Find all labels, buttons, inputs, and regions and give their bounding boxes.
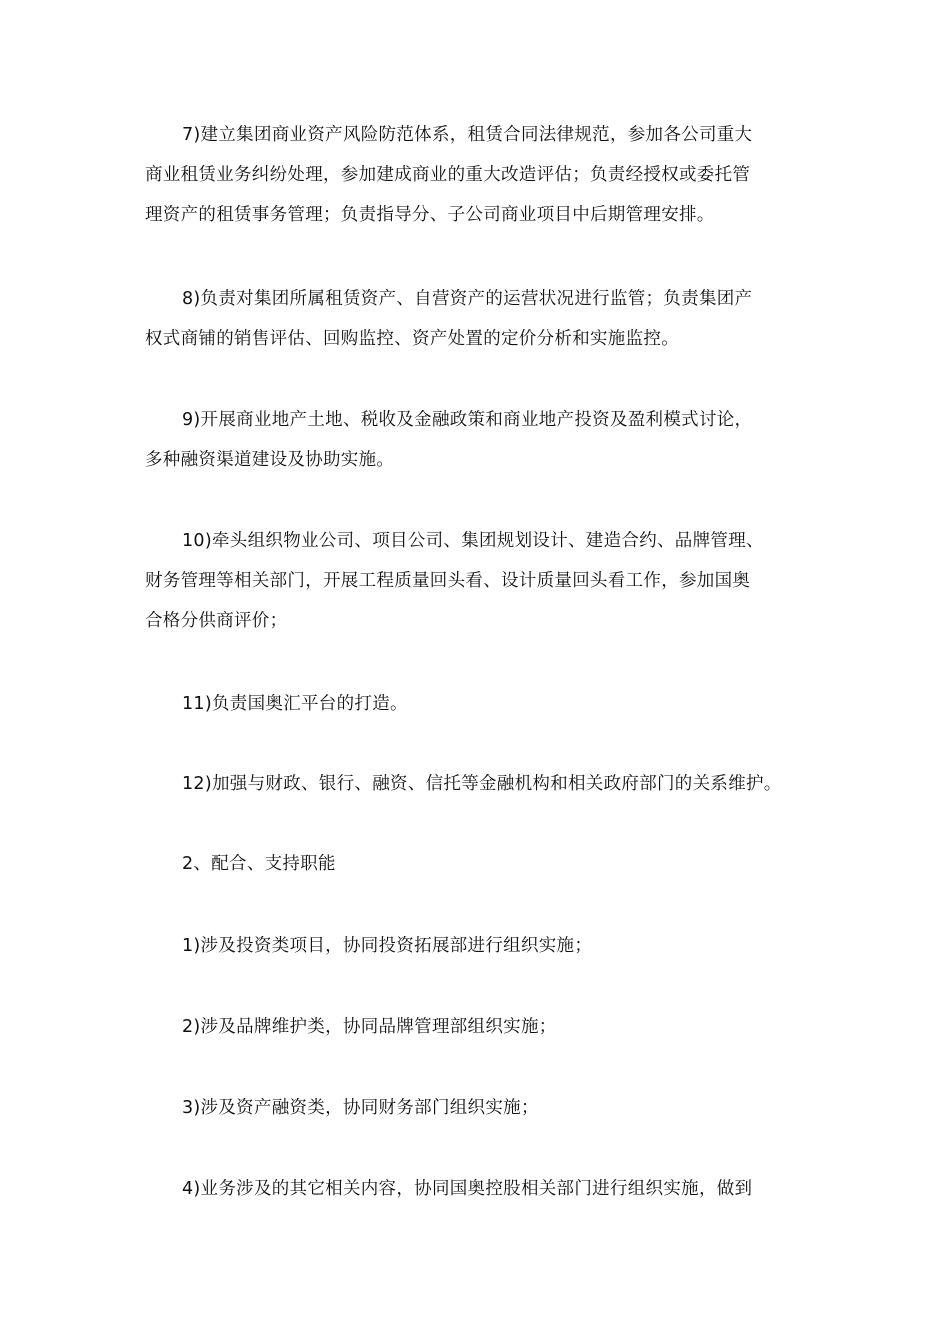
section-heading	[145, 844, 815, 884]
paragraph-line: 10)牵头组织物业公司、项目公司、集团规划设计、建造合约、品牌管理、	[182, 531, 764, 551]
paragraph-item-7	[145, 115, 815, 235]
paragraph-line: 8)负责对集团所属租赁资产、自营资产的运营状况进行监管；负责集团产	[182, 289, 753, 309]
paragraph-line: 4)业务涉及的其它相关内容，协同国奥控股相关部门进行组织实施，做到	[182, 1179, 753, 1199]
paragraph-line: 理资产的租赁事务管理；负责指导分、子公司商业项目中后期管理安排。	[145, 205, 715, 225]
paragraph-line: 7)建立集团商业资产风险防范体系，租赁合同法律规范，参加各公司重大	[182, 125, 753, 145]
paragraph-line: 11)负责国奥汇平台的打造。	[182, 694, 408, 714]
support-item-1	[145, 926, 815, 966]
paragraph-item-11	[145, 684, 815, 724]
paragraph-line: 9)开展商业地产土地、税收及金融政策和商业地产投资及盈利模式讨论，	[182, 410, 753, 430]
paragraph-item-12	[145, 764, 815, 804]
support-item-2	[145, 1007, 815, 1047]
paragraph-line: 权式商铺的销售评估、回购监控、资产处置的定价分析和实施监控。	[145, 329, 679, 349]
paragraph-item-8	[145, 279, 815, 359]
support-item-4	[145, 1169, 815, 1209]
paragraph-line: 合格分供商评价；	[145, 611, 288, 631]
paragraph-item-10	[145, 521, 815, 641]
support-item-3	[145, 1088, 815, 1128]
paragraph-line: 2)涉及品牌维护类，协同品牌管理部组织实施；	[182, 1017, 557, 1037]
paragraph-line: 多种融资渠道建设及协助实施。	[145, 450, 395, 470]
paragraph-line: 财务管理等相关部门，开展工程质量回头看、设计质量回头看工作，参加国奥	[145, 571, 751, 591]
paragraph-item-9	[145, 400, 815, 480]
paragraph-line: 12)加强与财政、银行、融资、信托等金融机构和相关政府部门的关系维护。	[182, 774, 782, 794]
paragraph-line: 商业租赁业务纠纷处理，参加建成商业的重大改造评估；负责经授权或委托管	[145, 165, 751, 185]
section-heading-text: 2、配合、支持职能	[182, 854, 336, 874]
paragraph-line: 3)涉及资产融资类，协同财务部门组织实施；	[182, 1098, 539, 1118]
paragraph-line: 1)涉及投资类项目，协同投资拓展部进行组织实施；	[182, 936, 593, 956]
